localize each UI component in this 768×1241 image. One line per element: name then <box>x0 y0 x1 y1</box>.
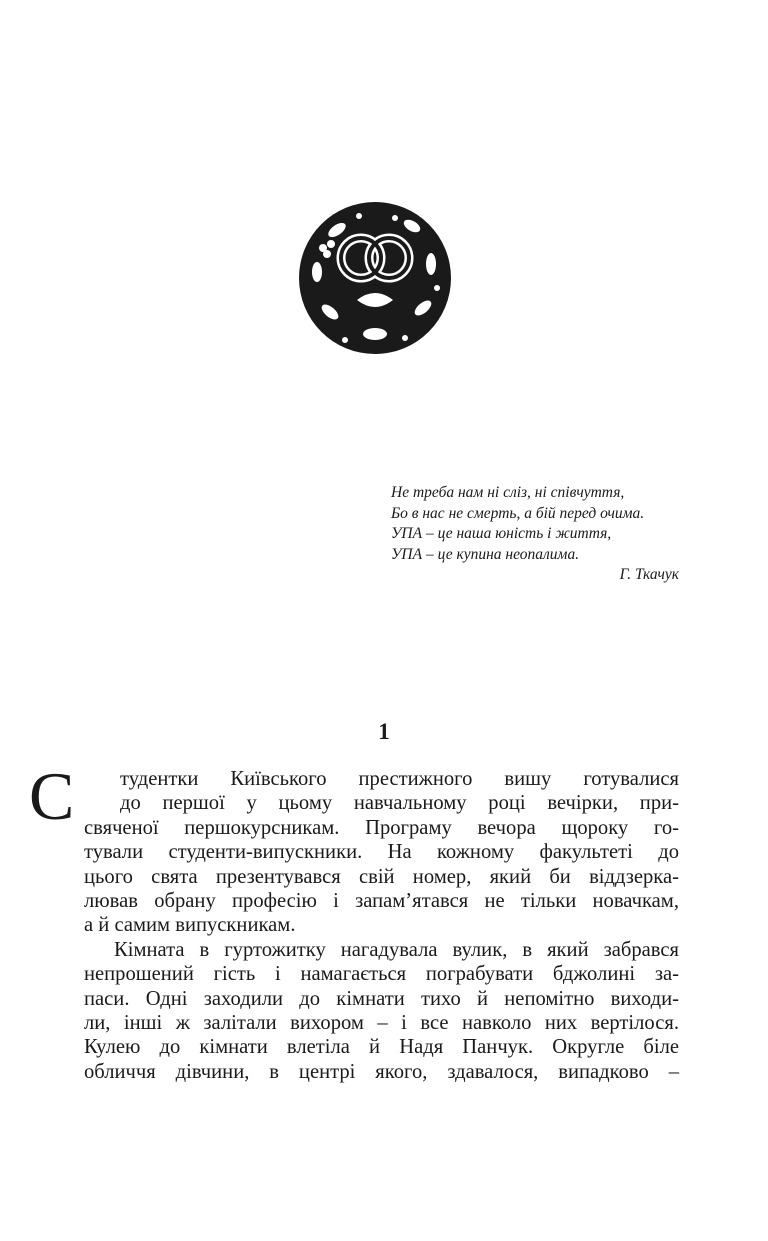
text-line: цього свята презентувався свій номер, який би віддзерка- <box>84 865 679 888</box>
text-line: до першої у цьому навчальному році вечірки, при- <box>120 792 679 815</box>
text-line: Кулею до кімнати влетіла й Надя Панчук. Округле біле <box>84 1036 679 1059</box>
epigraph-line: Бо в нас не смерть, а бій перед очима. <box>391 504 645 522</box>
text-line: а й самим випускникам. <box>84 914 296 937</box>
text-line: тудентки Київського престижного вишу готувалися <box>120 768 679 790</box>
chapter-number: 1 <box>378 719 390 744</box>
floral-ornament-icon <box>297 200 453 356</box>
body-text <box>84 767 679 1084</box>
text-line: тували студенти-випускники. На кожному факультеті до <box>84 841 679 864</box>
text-line: паси. Одні заходили до кімнати тихо й непомітно виходи- <box>84 987 679 1010</box>
text-line: свяченої першокурсникам. Програму вечора щороку го- <box>84 816 679 839</box>
text-line: непрошений гість і намагається пограбувати бджолині за- <box>84 963 679 986</box>
epigraph-line: УПА – це наша юність і життя, <box>391 525 612 542</box>
epigraph-line: УПА – це купина неопалима. <box>391 545 580 563</box>
text-line: лював обрану професію і запам’ятався не тільки новачкам, <box>84 890 679 913</box>
text-line: ли, інші ж залітали вихором – і все навколо них вертілося. <box>84 1012 679 1035</box>
epigraph-line: Не треба нам ні сліз, ні співчуття, <box>391 484 625 501</box>
text-line: Кімната в гуртожитку нагадувала вулик, в який забрався <box>114 938 679 961</box>
text-line: обличчя дівчини, в центрі якого, здавалося, випадково – <box>84 1060 679 1083</box>
epigraph <box>391 483 679 586</box>
drop-cap: С <box>29 758 75 834</box>
epigraph-author: Г. Ткачук <box>619 566 679 583</box>
